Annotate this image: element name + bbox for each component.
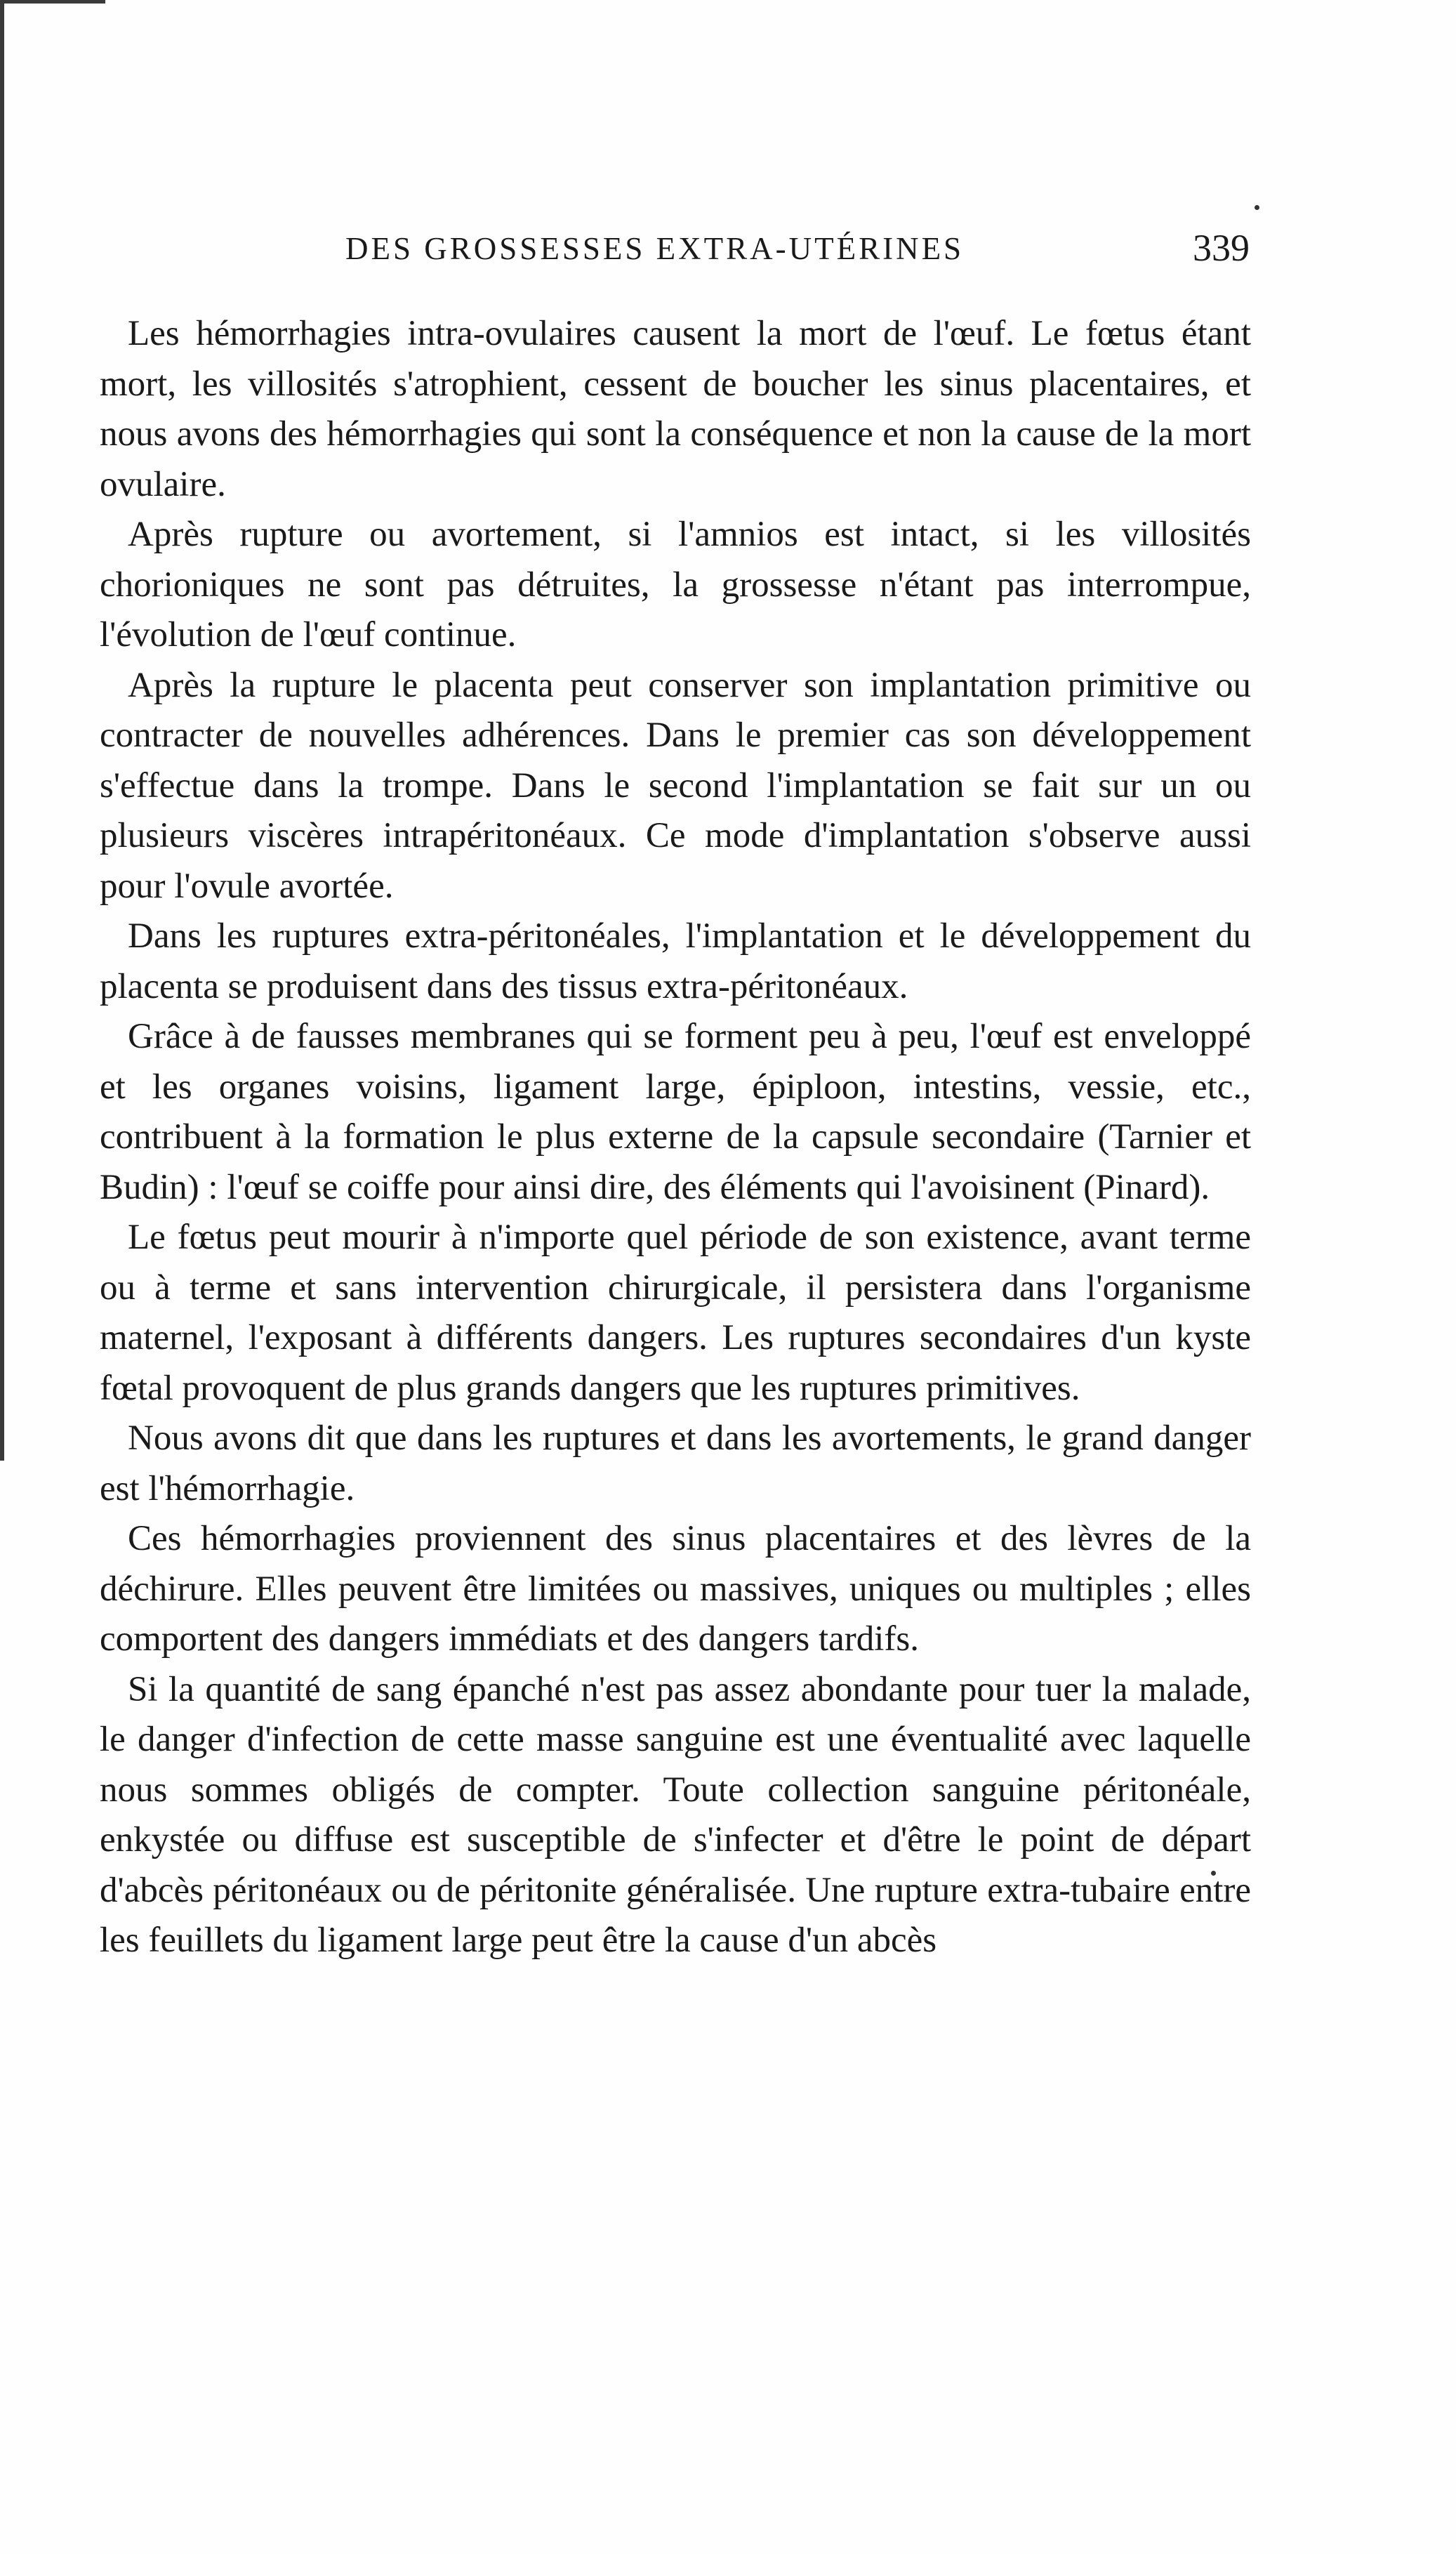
paragraph: Les hémorrhagies intra-ovulaires causent la mort de l'œuf. Le fœtus étant mort, les villosités s'atrophient, cessent de boucher les sinus placentaires, et nous avons des hémorrhagies qui sont la conséquence et non la cause de la mort ovulaire. <box>100 314 1251 504</box>
paragraph: Après rupture ou avortement, si l'amnios est intact, si les villosités chorioniques ne sont pas détruites, la grossesse n'étant pas interrompue, l'évolution de l'œuf continue. <box>100 515 1251 654</box>
paragraph: Après la rupture le placenta peut conserver son implantation primitive ou contracter de nouvelles adhérences. Dans le premier cas son développement s'effectue dans la trompe. Dans le second l'implantation se fait sur un ou plusieurs viscères intrapéritonéaux. Ce mode d'implantation s'observe aussi pour l'ovule avortée. <box>100 665 1251 906</box>
paragraph: Si la quantité de sang épanché n'est pas assez abondante pour tuer la malade, le danger d'infection de cette masse sanguine est une éventualité avec laquelle nous sommes obligés de compter. Toute collection sanguine péritonéale, enkystée ou diffuse est susceptible de s'infecter et d'être le point de départ d'abcès péritonéaux ou de péritonite généralisée. Une rupture extra-tubaire entre les feuillets du ligament large peut être la cause d'un abcès <box>100 1669 1251 1960</box>
paragraph: Le fœtus peut mourir à n'importe quel période de son existence, avant terme ou à terme et sans intervention chirurgicale, il persistera dans l'organisme maternel, l'exposant à différents dangers. Les ruptures secondaires d'un kyste fœtal provoquent de plus grands dangers que les ruptures primitives. <box>100 1218 1251 1408</box>
paragraph: Ces hémorrhagies proviennent des sinus placentaires et des lèvres de la déchirure. Elles peuvent être limitées ou massives, uniques ou multiples ; elles comportent des dangers immédiats et des dangers tardifs. <box>100 1519 1251 1659</box>
binding-edge <box>0 0 20 1461</box>
paragraph: Nous avons dit que dans les ruptures et dans les avortements, le grand danger est l'hémorrhagie. <box>100 1418 1251 1508</box>
page-header <box>98 227 1250 279</box>
paragraph: Dans les ruptures extra-péritonéales, l'implantation et le développement du placenta se produisent dans des tissus extra-péritonéaux. <box>100 916 1251 1006</box>
binding-corner <box>0 0 105 15</box>
page-number: 339 <box>1193 227 1250 269</box>
body-text <box>100 309 1251 1966</box>
paragraph: Grâce à de fausses membranes qui se forment peu à peu, l'œuf est enveloppé et les organes voisins, ligament large, épiploon, intestins, vessie, etc., contribuent à la formation le plus externe de la capsule secondaire (Tarnier et Budin) : l'œuf se coiffe pour ainsi dire, des éléments qui l'avoisinent (Pinard). <box>100 1017 1251 1207</box>
running-title: DES GROSSESSES EXTRA-UTÉRINES <box>345 231 965 266</box>
speck-mark <box>1255 205 1259 210</box>
